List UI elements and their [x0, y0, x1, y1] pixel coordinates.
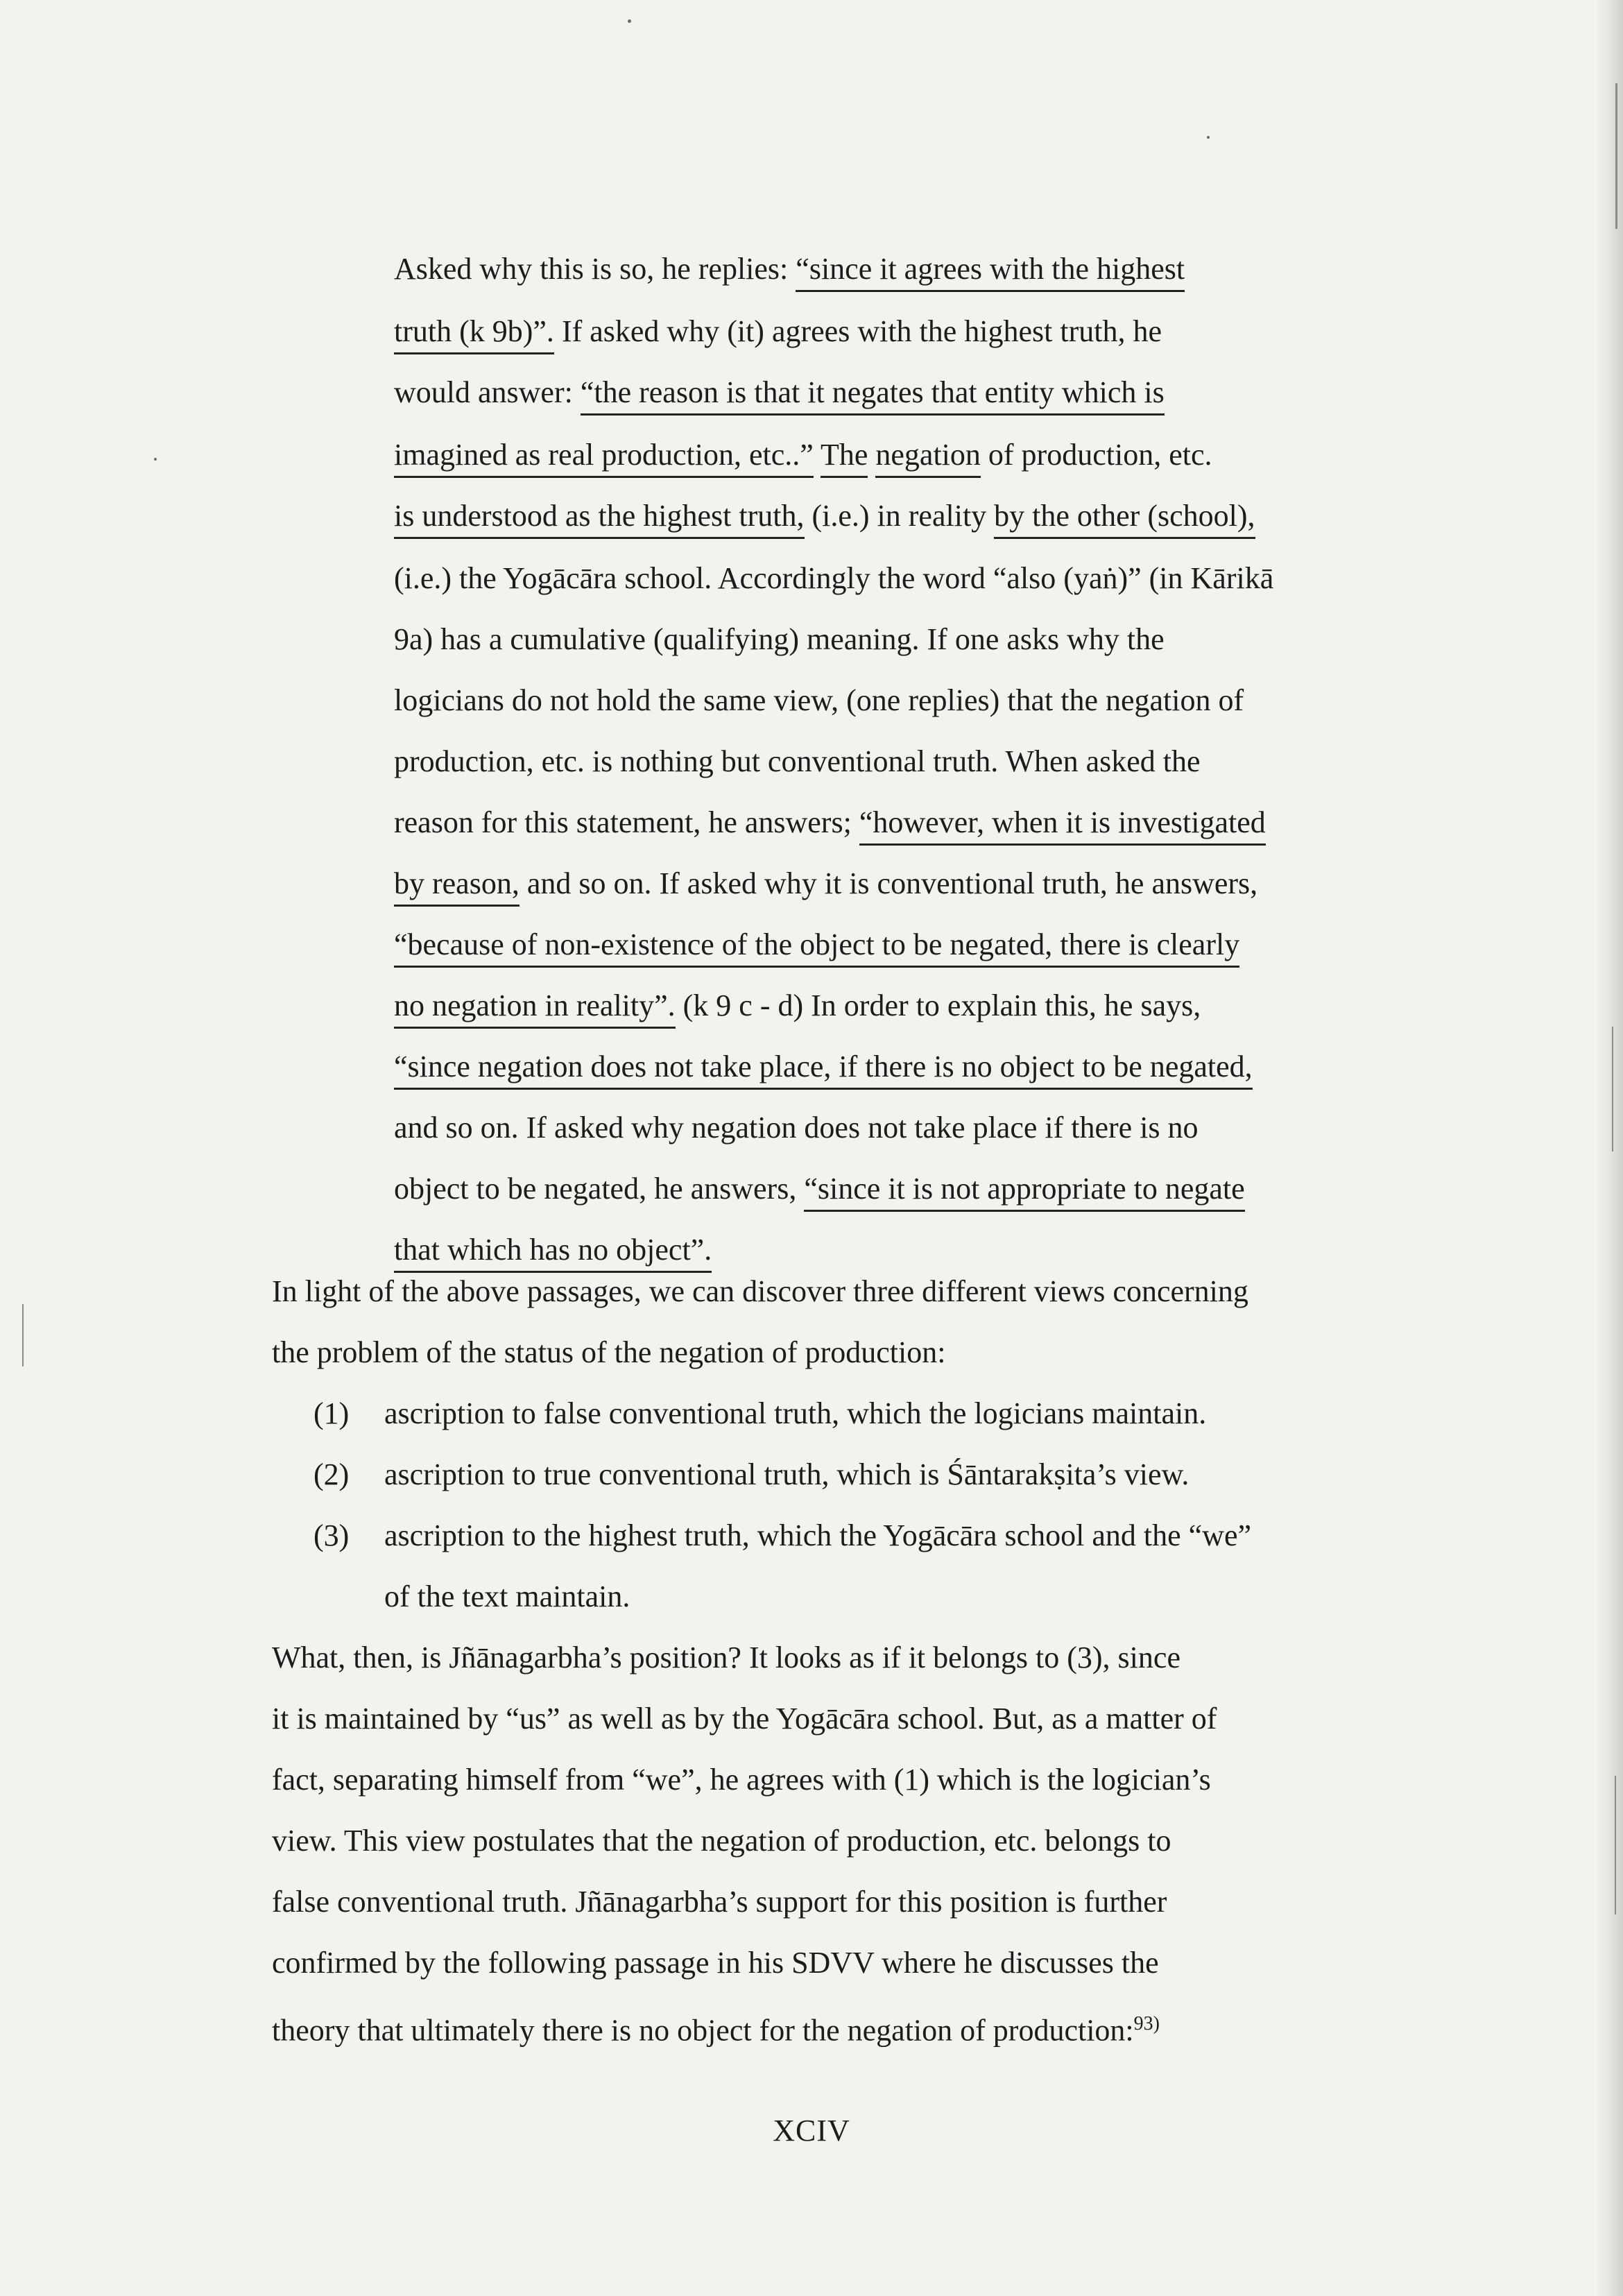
paragraph-2-line-2: it is maintained by “us” as well as by the Yogācāra school. But, as a matter of: [272, 1702, 1217, 1736]
scan-speck: [628, 19, 631, 23]
quote-line-15: and so on. If asked why negation does not take place if there is no: [394, 1111, 1199, 1145]
quote-line-7: 9a) has a cumulative (qualifying) meaning. If one asks why the: [394, 622, 1165, 656]
underlined-quote: is understood as the highest truth,: [394, 499, 805, 539]
quote-line-16: object to be negated, he answers, “since it is not appropriate to negate: [394, 1168, 1245, 1210]
list-item-text: ascription to the highest truth, which the Yogācāra school and the “we”: [384, 1518, 1252, 1552]
quote-line-6: (i.e.) the Yogācāra school. Accordingly the word “also (yaṅ)” (in Kārikā: [394, 561, 1274, 595]
quote-line-14: [394, 1046, 1253, 1088]
list-item-3-continuation: of the text maintain.: [384, 1579, 630, 1613]
underlined-quote: “because of non-existence of the object to be negated, there is clearly: [394, 927, 1239, 968]
underlined-quote: no negation in reality”.: [394, 988, 676, 1029]
quote-line-9: production, etc. is nothing but conventional truth. When asked the: [394, 744, 1201, 778]
quote-line-13: no negation in reality”. (k 9 c - d) In order to explain this, he says,: [394, 985, 1201, 1027]
quote-line-12: [394, 924, 1239, 966]
paragraph-1-line-2: the problem of the status of the negation of production:: [272, 1335, 946, 1369]
list-item: [272, 1454, 1451, 1496]
paragraph-2-line-1: What, then, is Jñānagarbha’s position? It looks as if it belongs to (3), since: [272, 1640, 1180, 1674]
page-number: XCIV: [773, 2114, 850, 2148]
quote-line-1: Asked why this is so, he replies: “since it agrees with the highest: [394, 248, 1185, 290]
underlined-quote: by reason,: [394, 866, 519, 907]
underlined-quote: that which has no object”.: [394, 1233, 712, 1273]
paragraph-1-line-1: In light of the above passages, we can discover three different views concerning: [272, 1274, 1248, 1308]
scan-page-edge: [1595, 0, 1623, 2296]
footnote-reference: 93): [1133, 2013, 1160, 2034]
paragraph-2-line-3: fact, separating himself from “we”, he agrees with (1) which is the logician’s: [272, 1763, 1211, 1797]
quote-line-11: by reason, and so on. If asked why it is conventional truth, he answers,: [394, 863, 1257, 905]
paragraph-2-line-5: false conventional truth. Jñānagarbha’s support for this position is further: [272, 1885, 1167, 1919]
underlined-quote: imagined as real production, etc..”: [394, 438, 814, 478]
underlined-quote: by the other (school),: [994, 499, 1255, 539]
underlined-quote: truth (k 9b)”.: [394, 314, 554, 354]
underlined-word: negation: [875, 438, 981, 478]
quote-line-3: would answer: “the reason is that it negates that entity which is: [394, 372, 1165, 413]
paragraph-2-line-6: confirmed by the following passage in his SDVV where he discusses the: [272, 1946, 1159, 1980]
scan-speck: [154, 458, 157, 461]
underlined-quote: “the reason is that it negates that entity which is: [581, 375, 1165, 415]
paragraph-2-line-4: view. This view postulates that the negation of production, etc. belongs to: [272, 1824, 1171, 1858]
quote-line-4: imagined as real production, etc..” The negation of production, etc.: [394, 434, 1212, 476]
underlined-quote: “however, when it is investigated: [859, 805, 1266, 846]
scan-edge-mark: [1612, 1027, 1613, 1151]
list-item: [272, 1393, 1451, 1434]
quote-line-2: truth (k 9b)”. If asked why (it) agrees with the highest truth, he: [394, 311, 1162, 352]
quote-line-10: reason for this statement, he answers; “however, when it is investigated: [394, 802, 1266, 843]
list-item-text: ascription to true conventional truth, which is Śāntarakṣita’s view.: [384, 1457, 1190, 1491]
quote-line-8: logicians do not hold the same view, (one replies) that the negation of: [394, 683, 1244, 717]
quote-line-5: is understood as the highest truth, (i.e.) in reality by the other (school),: [394, 495, 1255, 537]
underlined-quote: “since negation does not take place, if there is no object to be negated,: [394, 1050, 1253, 1090]
scan-edge-mark: [1615, 83, 1617, 229]
list-item-number: (3): [314, 1518, 350, 1552]
scan-speck: [1207, 136, 1210, 139]
underlined-quote: “since it is not appropriate to negate: [804, 1172, 1244, 1212]
scan-edge-mark: [1615, 1776, 1616, 1914]
list-item-number: (2): [314, 1457, 350, 1491]
quote-line-17: [394, 1229, 712, 1271]
paragraph-2-line-7: theory that ultimately there is no object for the negation of production:$^{93)}$: [272, 2013, 1160, 2048]
list-item-number: (1): [314, 1396, 350, 1430]
underlined-word: The: [821, 438, 868, 478]
scan-edge-mark: [22, 1304, 24, 1367]
list-item-text: ascription to false conventional truth, which the logicians maintain.: [384, 1396, 1207, 1430]
underlined-quote: “since it agrees with the highest: [796, 252, 1185, 292]
list-item: [272, 1515, 1451, 1557]
